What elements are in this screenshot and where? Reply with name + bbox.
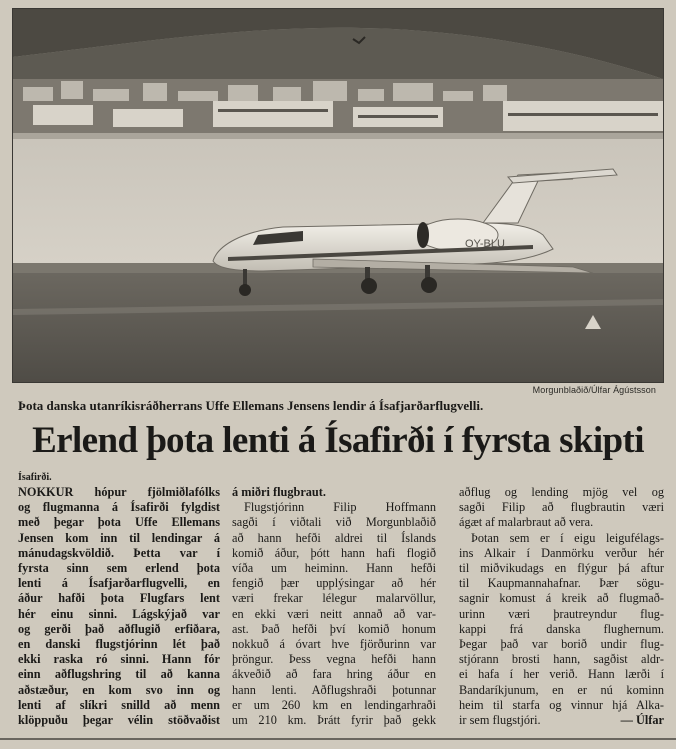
text-line: þröngur. Þess vegna hefði hann — [232, 652, 436, 667]
text-line: að hann hefði aldrei til Íslands — [232, 530, 436, 545]
text-line: fyrsta sinn sem erlend þota — [18, 561, 220, 576]
article-column-1 — [18, 485, 220, 728]
text-line: á miðri flugbraut. — [232, 485, 326, 499]
text-line: um 210 km. Þrátt fyrir það gekk — [232, 713, 436, 728]
text-line: einn aðflugshring til að kanna — [18, 667, 220, 682]
dateline: Ísafirði. — [18, 472, 52, 483]
text-line: með þegar þota Uffe Ellemans — [18, 515, 220, 530]
text-line: urinn væri þrautreyndur flug- — [459, 606, 664, 621]
headline: Erlend þota lenti á Ísafirði í fyrsta skipti — [32, 420, 644, 461]
text-line: ágæt af malarbraut að vera. — [459, 515, 594, 530]
author-signature: — Úlfar — [620, 713, 664, 728]
text-line: en danski flugstjórinn lét það — [18, 637, 220, 652]
text-line: ir sem flugstjóri. — [459, 713, 541, 728]
text-line: Þegar það var borið undir flug- — [459, 637, 664, 652]
text-line: lenti af slíkri snilld að menn — [18, 697, 220, 712]
text-line: til miðvikudags en flýgur þá aftur — [459, 561, 664, 576]
text-line: er um 260 km en lendingarhraði — [232, 697, 436, 712]
text-line: Þotan sem er í eigu leigufélags- — [471, 530, 664, 545]
text-line: aðflug og lending mjög vel og — [459, 485, 664, 499]
text-line: Bandaríkjunum, en er nú kominn — [459, 682, 664, 697]
text-line: ins Alkair í Danmörku verður hér — [459, 545, 664, 560]
airplane-on-runway-photo — [13, 9, 663, 382]
text-line: NOKKUR hópur fjölmiðlafólks — [18, 485, 220, 499]
text-line: Jensen kom inn til lendingar á — [18, 530, 220, 545]
article-column-2 — [232, 485, 436, 728]
text-line: klöppuðu þegar vélin stöðvaðist — [18, 713, 220, 728]
photo-caption: Þota danska utanríkisráðherrans Uffe Ellemans Jensens lendir á Ísafjarðarflugvelli. — [18, 398, 484, 413]
text-line: ákveðið að fara hring áður en — [232, 667, 436, 682]
text-line: stjórann brosti hann, sagðist aldr- — [459, 652, 664, 667]
text-line: víða um heiminn. Hann hefði — [232, 561, 436, 576]
bottom-rule — [0, 738, 676, 740]
registration-text: OY-BLU — [465, 238, 505, 250]
text-line: Flugstjórinn Filip Hoffmann — [244, 500, 436, 515]
text-line: áður hafði þota Flugfars lent — [18, 591, 220, 606]
text-line: ei hafa í her verið. Hann lærði í — [459, 667, 664, 682]
photo-credit: Morgunblaðið/Úlfar Ágústsson — [532, 385, 656, 395]
text-line: lenti á Ísafjarðarflugvelli, en — [18, 576, 220, 591]
text-line: kappi frá danska flughernum. — [459, 621, 664, 636]
text-line: en ekki væri neitt annað að var- — [232, 606, 436, 621]
text-line: fengið þær upplýsingar að hér — [232, 576, 436, 591]
text-line: nokkuð á óvart hve fjörðurinn var — [232, 637, 436, 652]
text-line-final — [459, 713, 664, 728]
text-line: sagði Filip að flugbrautin væri — [459, 500, 664, 515]
text-line: og gerði það aðflugið erfiðara, — [18, 621, 220, 636]
article-column-3 — [459, 485, 664, 728]
text-line: heim til starfa og vinnur hjá Alka- — [459, 697, 664, 712]
text-line: hann lenti. Aðflugshraði þotunnar — [232, 682, 436, 697]
text-line: hér einu sinni. Lágskýjað var — [18, 606, 220, 621]
text-line: ekki raska ró sinni. Hann fór — [18, 652, 220, 667]
news-photo — [12, 8, 664, 383]
text-line: aðstæður, en kom svo inn og — [18, 682, 220, 697]
text-line: mánudagskvöldið. Þetta var í — [18, 545, 220, 560]
text-line: og flugmanna á Ísafirði fylgdist — [18, 500, 220, 515]
text-line: væri frekar lélegur malarvöllur, — [232, 591, 436, 606]
text-line: til Kaupmannahafnar. Þær sögu- — [459, 576, 664, 591]
text-line: komið áður, þótt hann hafi flogið — [232, 545, 436, 560]
text-line: ast. Það hefði því komið honum — [232, 621, 436, 636]
text-line: sagði í viðtali við Morgunblaðið — [232, 515, 436, 530]
text-line: sagnir komust á kreik að flugmað- — [459, 591, 664, 606]
